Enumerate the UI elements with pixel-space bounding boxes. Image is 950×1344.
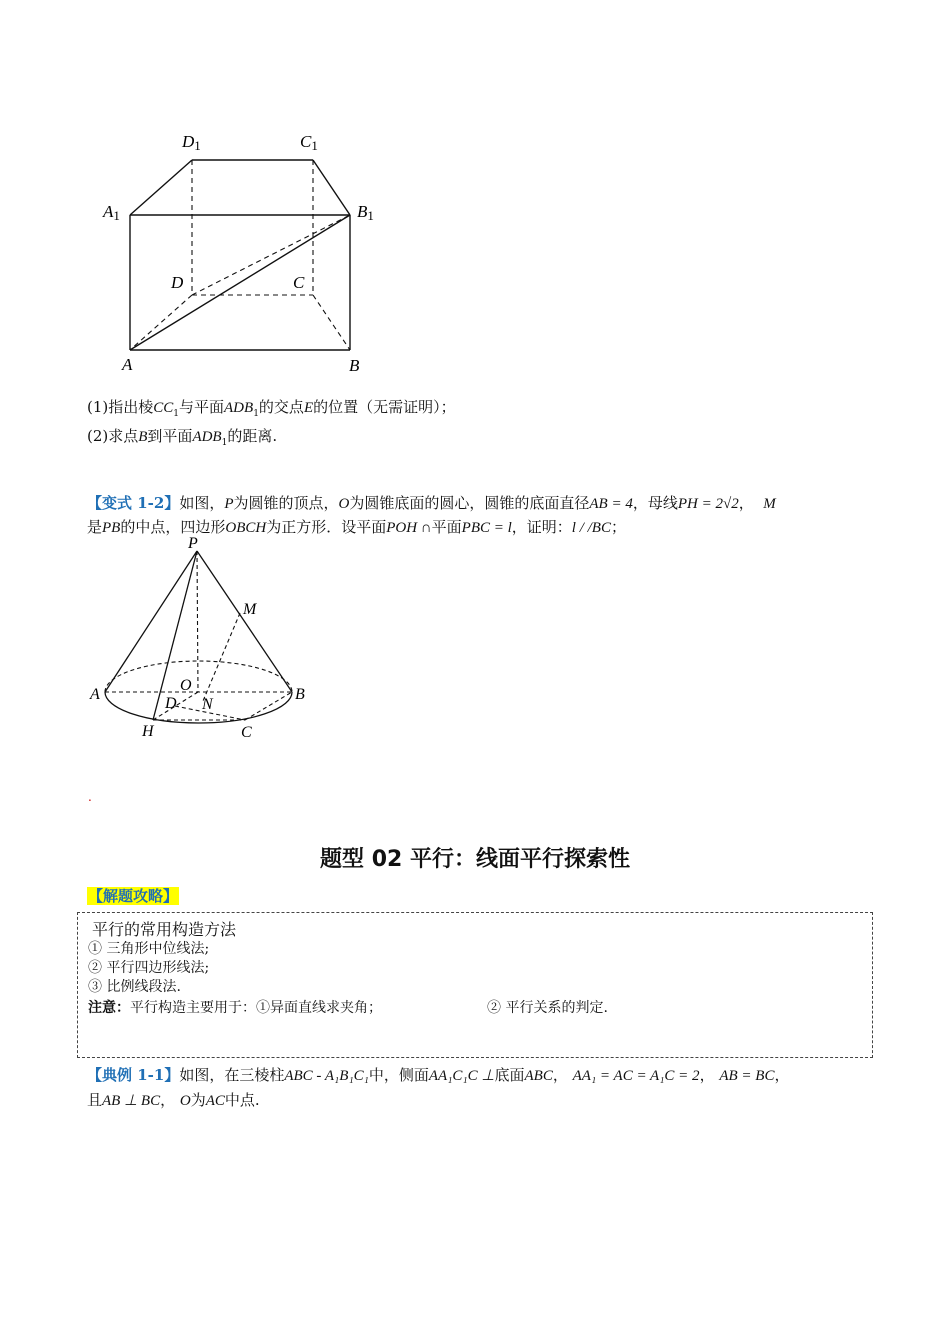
label-B: B <box>349 356 360 375</box>
box-note-2: ② 平行关系的判定. <box>487 1000 608 1016</box>
box-note: 注意：平行构造主要用于：①异面直线求夹角； <box>88 1000 382 1016</box>
strategy-tag: 【解题攻略】 <box>88 887 179 905</box>
box-item-2: ② 平行四边形线法; <box>88 960 210 976</box>
example-line-1: 【典例 1-1】如图，在三棱柱ABC - A₁B₁C₁中，侧面AA₁C₁C ⊥底面ABC， AA₁ = AC = A₁C = 2， AB = BC， <box>87 1066 790 1084</box>
label-C: C <box>293 273 305 292</box>
label-A1: A1 <box>103 202 120 223</box>
question-1: (1)指出棱$CC_1$与平面$ADB_1$的交点E的位置（无需证明）； <box>87 398 456 419</box>
label-P: P <box>188 535 198 552</box>
label-O: O <box>180 677 192 694</box>
variant-line-2: 是PB的中点，四边形OBCH为正方形．设平面POH ∩平面PBC = l，证明：l / /BC； <box>87 518 626 536</box>
label-D: D <box>165 695 177 712</box>
label-H: H <box>142 723 154 740</box>
stray-dot: . <box>88 790 92 804</box>
box-item-1: ① 三角形中位线法; <box>88 941 210 957</box>
cone-figure <box>85 535 325 745</box>
label-B1: B1 <box>357 202 374 223</box>
box-title: 平行的常用构造方法 <box>92 920 237 939</box>
prism-figure <box>95 125 395 380</box>
example-line-2: 且AB ⊥ BC， O为AC中点. <box>87 1091 260 1109</box>
label-N: N <box>202 696 213 713</box>
box-item-3: ③ 比例线段法. <box>88 979 181 995</box>
question-2: (2)求点B到平面$ADB_1$的距离. <box>87 427 278 448</box>
label-B: B <box>295 686 305 703</box>
label-D: D <box>171 273 184 292</box>
label-A: A <box>90 686 100 703</box>
variant-line-1: 【变式 1-2】如图，P为圆锥的顶点，O为圆锥底面的圆心，圆锥的底面直径AB = 4，母线PH = 2√2， M <box>87 494 776 512</box>
label-D1: D1 <box>182 132 201 153</box>
label-C1: C1 <box>300 132 318 153</box>
label-C: C <box>241 724 252 741</box>
label-M: M <box>243 601 257 618</box>
label-A: A <box>122 355 133 374</box>
section-heading: 题型 02 平行：线面平行探索性 <box>320 847 630 872</box>
